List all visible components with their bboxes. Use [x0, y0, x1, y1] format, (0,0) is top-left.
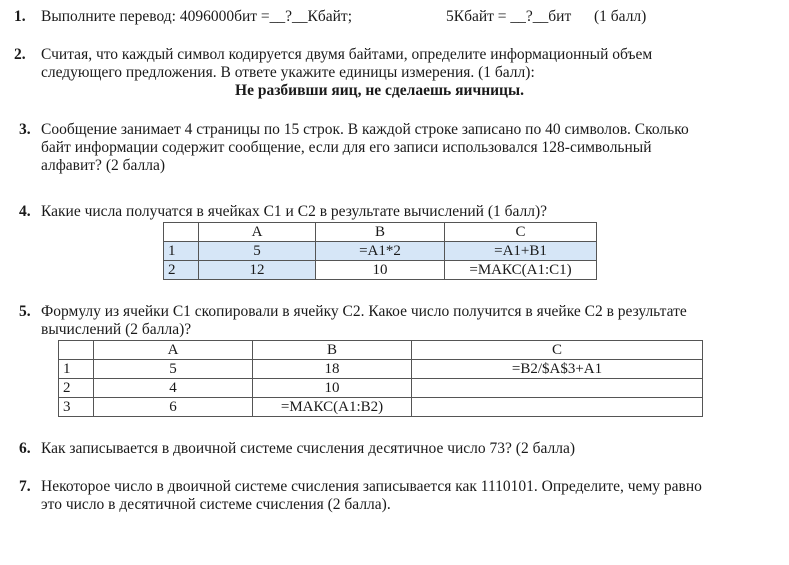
question-text-line2: следующего предложения. В ответе укажите единицы измерения. (1 балл): [41, 64, 535, 81]
row-number-cell: 2 [164, 261, 199, 280]
question-points: (1 балл) [594, 8, 647, 25]
table-cell: 18 [253, 360, 412, 379]
table-cell: 10 [316, 261, 445, 280]
table-cell: 6 [94, 398, 253, 417]
question-number: 7. [19, 478, 31, 495]
table-row [164, 242, 597, 261]
table-header-cell: B [253, 341, 412, 360]
table-cell: =A1+B1 [445, 242, 597, 261]
question-number: 5. [19, 303, 31, 320]
question-text: Как записывается в двоичной системе счисления десятичное число 73? (2 балла) [41, 440, 575, 457]
table-row [59, 398, 703, 417]
table-cell [412, 398, 703, 417]
question-text-line1: Некоторое число в двоичной системе счисления записывается как 1110101. Определите, чему равно [41, 478, 702, 495]
table-header-cell: B [316, 223, 445, 242]
table-header-cell: A [94, 341, 253, 360]
table-cell: =МАКС(А1:В2) [253, 398, 412, 417]
table-cell: =B2/$A$3+A1 [412, 360, 703, 379]
question-number: 3. [19, 121, 31, 138]
spreadsheet-table-q4 [163, 222, 597, 280]
row-number-cell: 1 [164, 242, 199, 261]
question-text-line2: вычислений (2 балла)? [41, 321, 192, 338]
question-text: Какие числа получатся в ячейках С1 и С2 в результате вычислений (1 балл)? [41, 203, 548, 220]
table-cell: 10 [253, 379, 412, 398]
table-row [59, 360, 703, 379]
table-cell: 5 [199, 242, 316, 261]
table-header-row [164, 223, 597, 242]
question-number: 2. [14, 46, 26, 63]
question-number: 1. [14, 8, 26, 25]
table-header-cell: A [199, 223, 316, 242]
question-text-line1: Сообщение занимает 4 страницы по 15 строк. В каждой строке записано по 40 символов. Сколько [41, 121, 689, 138]
table-row [164, 261, 597, 280]
table-row [59, 379, 703, 398]
spreadsheet-table-q5 [58, 340, 703, 417]
table-header-cell [59, 341, 94, 360]
question-text: Выполните перевод: 4096000бит =__?__Кбайт; [41, 8, 353, 25]
question-text-part2: 5Кбайт = __?__бит [446, 8, 572, 25]
question-text-line1: Считая, что каждый символ кодируется двумя байтами, определите информационный объем [41, 46, 653, 63]
table-header-cell: C [445, 223, 597, 242]
row-number-cell: 3 [59, 398, 94, 417]
table-cell: =A1*2 [316, 242, 445, 261]
question-number: 4. [19, 203, 31, 220]
table-cell: 12 [199, 261, 316, 280]
table-cell: =МАКС(А1:С1) [445, 261, 597, 280]
table-cell: 4 [94, 379, 253, 398]
quoted-sentence: Не разбивши яиц, не сделаешь яичницы. [235, 82, 524, 99]
question-text-line3: алфавит? (2 балла) [41, 157, 166, 174]
table-header-cell [164, 223, 199, 242]
question-number: 6. [19, 440, 31, 457]
table-header-cell: C [412, 341, 703, 360]
table-header-row [59, 341, 703, 360]
row-number-cell: 1 [59, 360, 94, 379]
question-text-line2: байт информации содержит сообщение, если для его записи использовался 128-символьный [41, 139, 652, 156]
table-cell [412, 379, 703, 398]
question-text-line2: это число в десятичной системе счисления (2 балла). [41, 496, 391, 513]
question-text-line1: Формулу из ячейки С1 скопировали в ячейку С2. Какое число получится в ячейке С2 в результате [41, 303, 687, 320]
row-number-cell: 2 [59, 379, 94, 398]
table-cell: 5 [94, 360, 253, 379]
